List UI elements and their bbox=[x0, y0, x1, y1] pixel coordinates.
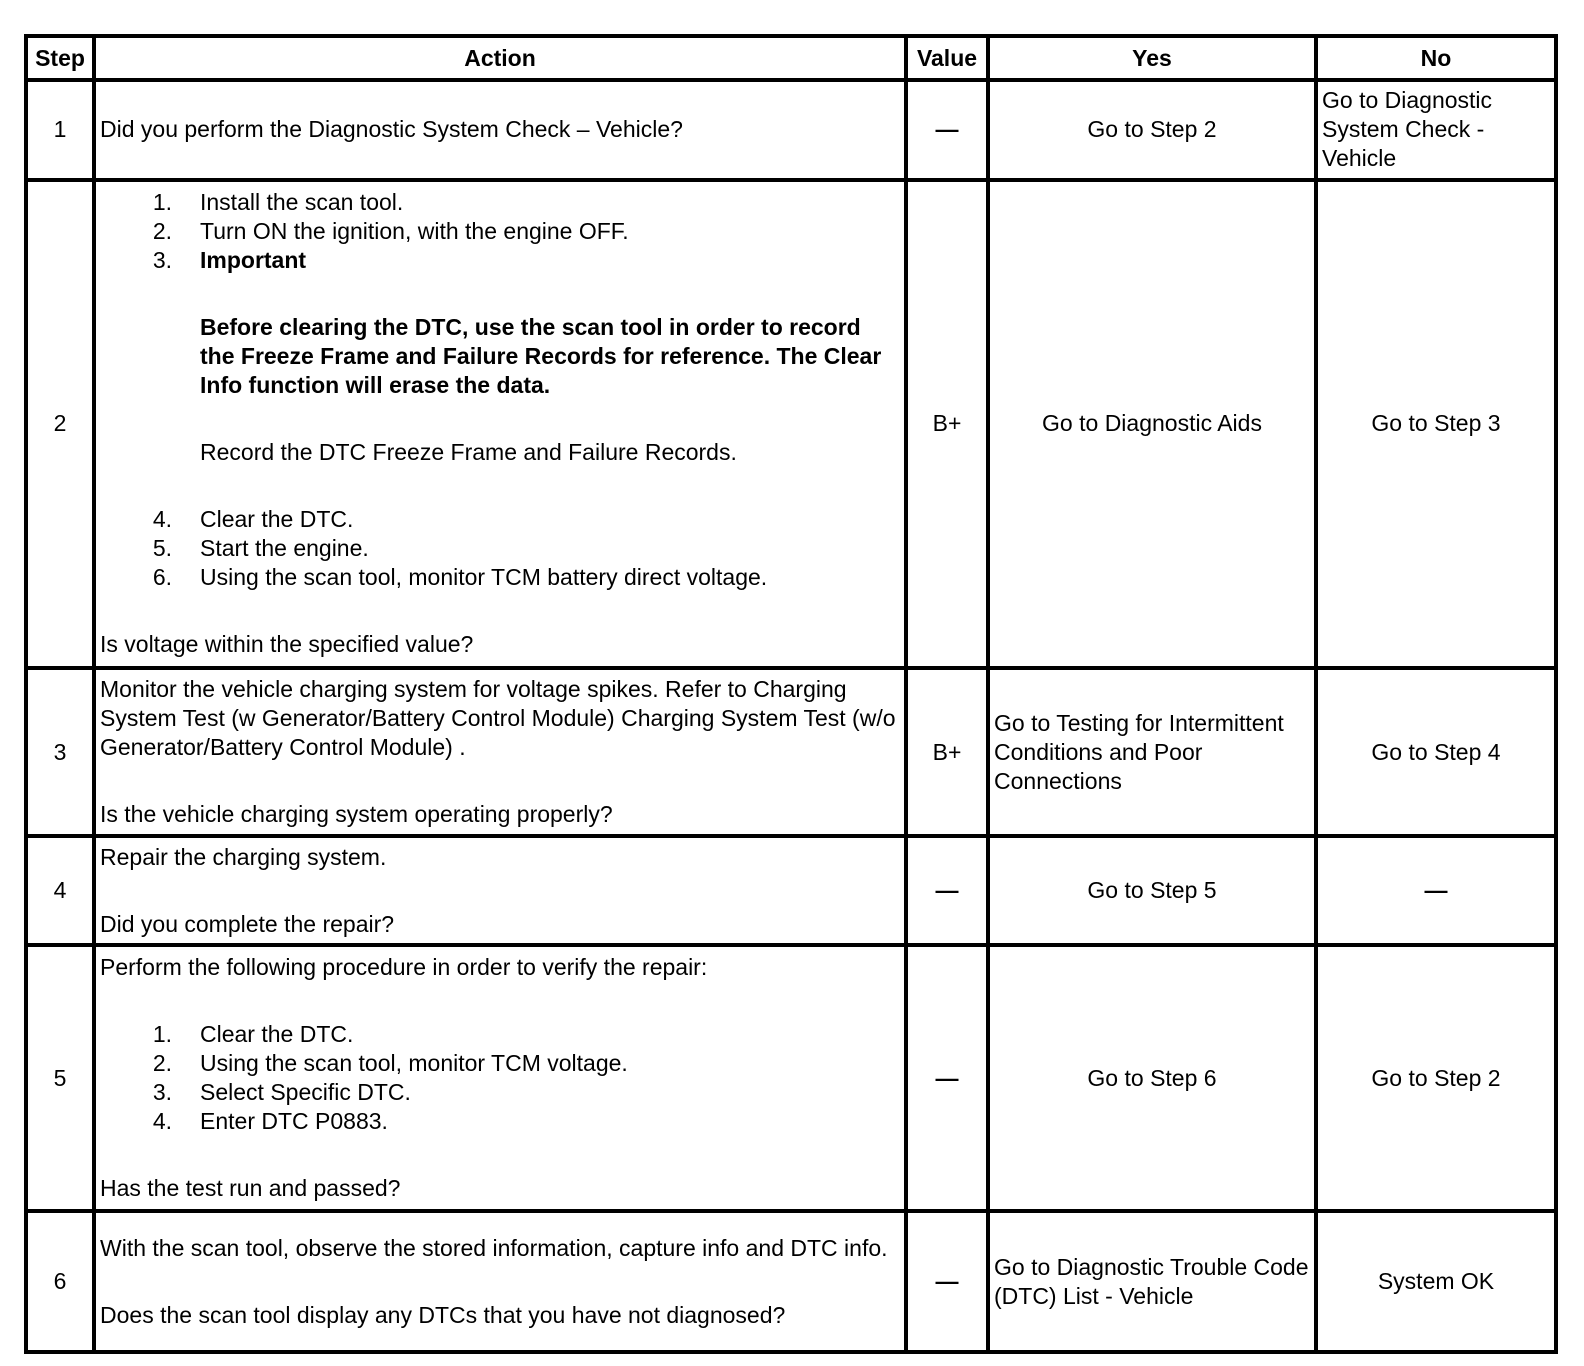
list-item: 1. Clear the DTC. bbox=[152, 1021, 354, 1048]
value-cell: B+ bbox=[906, 668, 988, 836]
value-cell: B+ bbox=[906, 180, 988, 668]
action-question: Is voltage within the specified value? bbox=[100, 631, 474, 658]
action-question: Has the test run and passed? bbox=[100, 1175, 401, 1202]
action-question: Did you perform the Diagnostic System Check – Vehicle? bbox=[100, 116, 683, 143]
list-item: 4. Clear the DTC. bbox=[152, 506, 354, 533]
important-note: Before clearing the DTC, use the scan tool in order to record the Freeze Frame and Failure Records for reference. The Clear Info function will erase the data. bbox=[200, 314, 882, 399]
record-text: Record the DTC Freeze Frame and Failure Records. bbox=[200, 439, 737, 466]
action-cell bbox=[94, 80, 906, 180]
header-no: No bbox=[1316, 36, 1556, 80]
step-number: 6 bbox=[26, 1211, 94, 1352]
procedure-list bbox=[100, 188, 900, 275]
list-item: 6. Using the scan tool, monitor TCM battery direct voltage. bbox=[152, 564, 768, 591]
list-item: 5. Start the engine. bbox=[152, 535, 369, 562]
diagnostic-table bbox=[24, 34, 1558, 1354]
table-row-step-1 bbox=[26, 80, 1556, 180]
step-number: 1 bbox=[26, 80, 94, 180]
no-link[interactable]: Go to Step 2 bbox=[1316, 945, 1556, 1211]
table-row-step-5 bbox=[26, 945, 1556, 1211]
action-text: Perform the following procedure in order to verify the repair: bbox=[100, 954, 708, 981]
important-heading: Important bbox=[200, 247, 307, 274]
table-row-step-2 bbox=[26, 180, 1556, 668]
list-item: 2. Turn ON the ignition, with the engine OFF. bbox=[152, 218, 629, 245]
step-number: 4 bbox=[26, 836, 94, 945]
list-item: 1. Install the scan tool. bbox=[152, 189, 404, 216]
header-action: Action bbox=[94, 36, 906, 80]
action-cell bbox=[94, 668, 906, 836]
no-link[interactable]: System OK bbox=[1316, 1211, 1556, 1352]
action-cell bbox=[94, 945, 906, 1211]
table-row-step-4 bbox=[26, 836, 1556, 945]
header-yes: Yes bbox=[988, 36, 1316, 80]
action-cell bbox=[94, 1211, 906, 1352]
action-text: Monitor the vehicle charging system for voltage spikes. Refer to Charging System Test (w Generator/Battery Control Module) Charging System Test (w/o Generator/Battery Control Module) . bbox=[100, 676, 896, 761]
value-cell: — bbox=[906, 1211, 988, 1352]
list-item: 3. Important bbox=[152, 247, 307, 274]
list-item: 3. Select Specific DTC. bbox=[152, 1079, 411, 1106]
procedure-list bbox=[100, 505, 900, 592]
no-link[interactable]: Go to Step 3 bbox=[1316, 180, 1556, 668]
yes-link[interactable]: Go to Step 6 bbox=[988, 945, 1316, 1211]
yes-link[interactable]: Go to Testing for Intermittent Conditions and Poor Connections bbox=[988, 668, 1316, 836]
table-row-step-3 bbox=[26, 668, 1556, 836]
procedure-list bbox=[100, 1020, 900, 1136]
header-row bbox=[26, 36, 1556, 80]
value-cell: — bbox=[906, 836, 988, 945]
step-number: 3 bbox=[26, 668, 94, 836]
yes-link[interactable]: Go to Diagnostic Trouble Code (DTC) List - Vehicle bbox=[988, 1211, 1316, 1352]
yes-link[interactable]: Go to Step 5 bbox=[988, 836, 1316, 945]
value-cell: — bbox=[906, 80, 988, 180]
no-link[interactable]: Go to Diagnostic System Check - Vehicle bbox=[1316, 80, 1556, 180]
no-link[interactable]: Go to Step 4 bbox=[1316, 668, 1556, 836]
list-item: 4. Enter DTC P0883. bbox=[152, 1108, 388, 1135]
action-text: With the scan tool, observe the stored information, capture info and DTC info. bbox=[100, 1234, 888, 1261]
step-number: 5 bbox=[26, 945, 94, 1211]
action-question: Is the vehicle charging system operating properly? bbox=[100, 801, 613, 828]
action-question: Does the scan tool display any DTCs that you have not diagnosed? bbox=[100, 1301, 786, 1328]
yes-link[interactable]: Go to Diagnostic Aids bbox=[988, 180, 1316, 668]
action-cell bbox=[94, 836, 906, 945]
action-question: Did you complete the repair? bbox=[100, 910, 395, 937]
value-cell: — bbox=[906, 945, 988, 1211]
action-text: Repair the charging system. bbox=[100, 843, 387, 870]
header-step: Step bbox=[26, 36, 94, 80]
yes-link[interactable]: Go to Step 2 bbox=[988, 80, 1316, 180]
no-cell: — bbox=[1316, 836, 1556, 945]
header-value: Value bbox=[906, 36, 988, 80]
table-row-step-6 bbox=[26, 1211, 1556, 1352]
action-cell bbox=[94, 180, 906, 668]
step-number: 2 bbox=[26, 180, 94, 668]
list-item: 2. Using the scan tool, monitor TCM voltage. bbox=[152, 1050, 628, 1077]
